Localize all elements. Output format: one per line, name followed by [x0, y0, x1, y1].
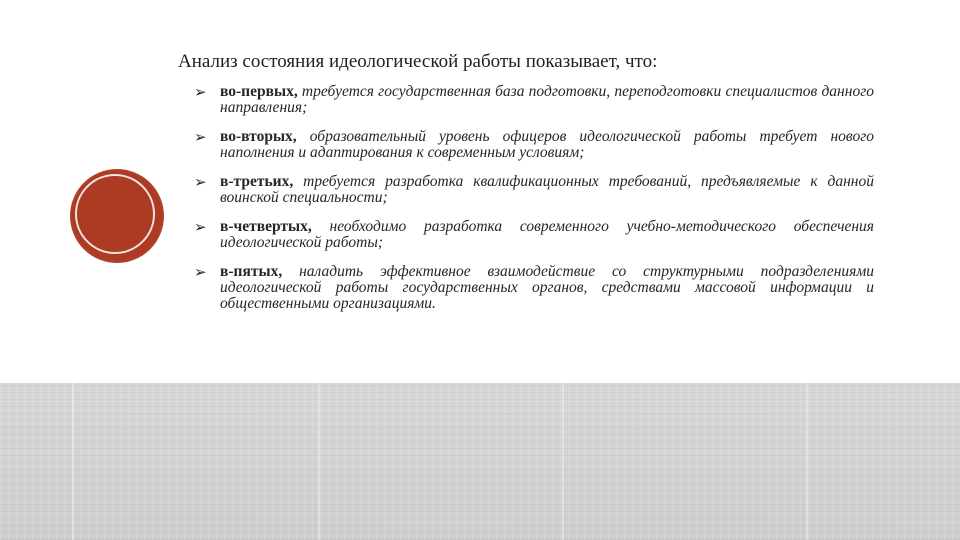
arrow-right-icon: ➢ — [194, 128, 207, 146]
bullet-text: требуется государственная база подготовки, переподготовки специалистов данного направления; — [220, 83, 874, 116]
arrow-right-icon: ➢ — [194, 218, 207, 236]
bullet-lead: в-пятых, — [220, 263, 283, 280]
bullet-lead: во-первых, — [220, 83, 298, 100]
arrow-right-icon: ➢ — [194, 173, 207, 191]
bullet-lead: в-третьих, — [220, 173, 294, 190]
bullet-item-second — [194, 129, 874, 161]
texture-divider — [318, 383, 320, 540]
bullet-item-third — [194, 174, 874, 206]
bullet-item-first — [194, 84, 874, 116]
bullet-lead: во-вторых, — [220, 128, 297, 145]
decorative-texture-band — [0, 383, 960, 540]
bullet-item-fourth — [194, 219, 874, 251]
bullet-list — [194, 84, 874, 312]
bullet-text: необходимо разработка современного учебно-методического обеспечения идеологической работы; — [220, 218, 874, 251]
arrow-right-icon: ➢ — [194, 83, 207, 101]
arrow-right-icon: ➢ — [194, 263, 207, 281]
texture-divider — [72, 383, 74, 540]
bullet-text: требуется разработка квалификационных требований, предъявляемые к данной воинской специальности; — [220, 173, 874, 206]
circle-ring-icon — [75, 174, 155, 254]
bullet-text: образовательный уровень офицеров идеологической работы требует нового наполнения и адаптирования к современным условиям; — [220, 128, 874, 161]
decorative-circle-icon — [70, 169, 164, 263]
bullet-lead: в-четвертых, — [220, 218, 312, 235]
bullet-text: наладить эффективное взаимодействие со структурными подразделениями идеологической работы государственных органов, средствами массовой информации и общественными организациями. — [220, 263, 874, 312]
bullet-item-fifth — [194, 264, 874, 312]
texture-divider — [562, 383, 564, 540]
slide-title: Анализ состояния идеологической работы показывает, что: — [178, 51, 658, 72]
texture-divider — [806, 383, 808, 540]
